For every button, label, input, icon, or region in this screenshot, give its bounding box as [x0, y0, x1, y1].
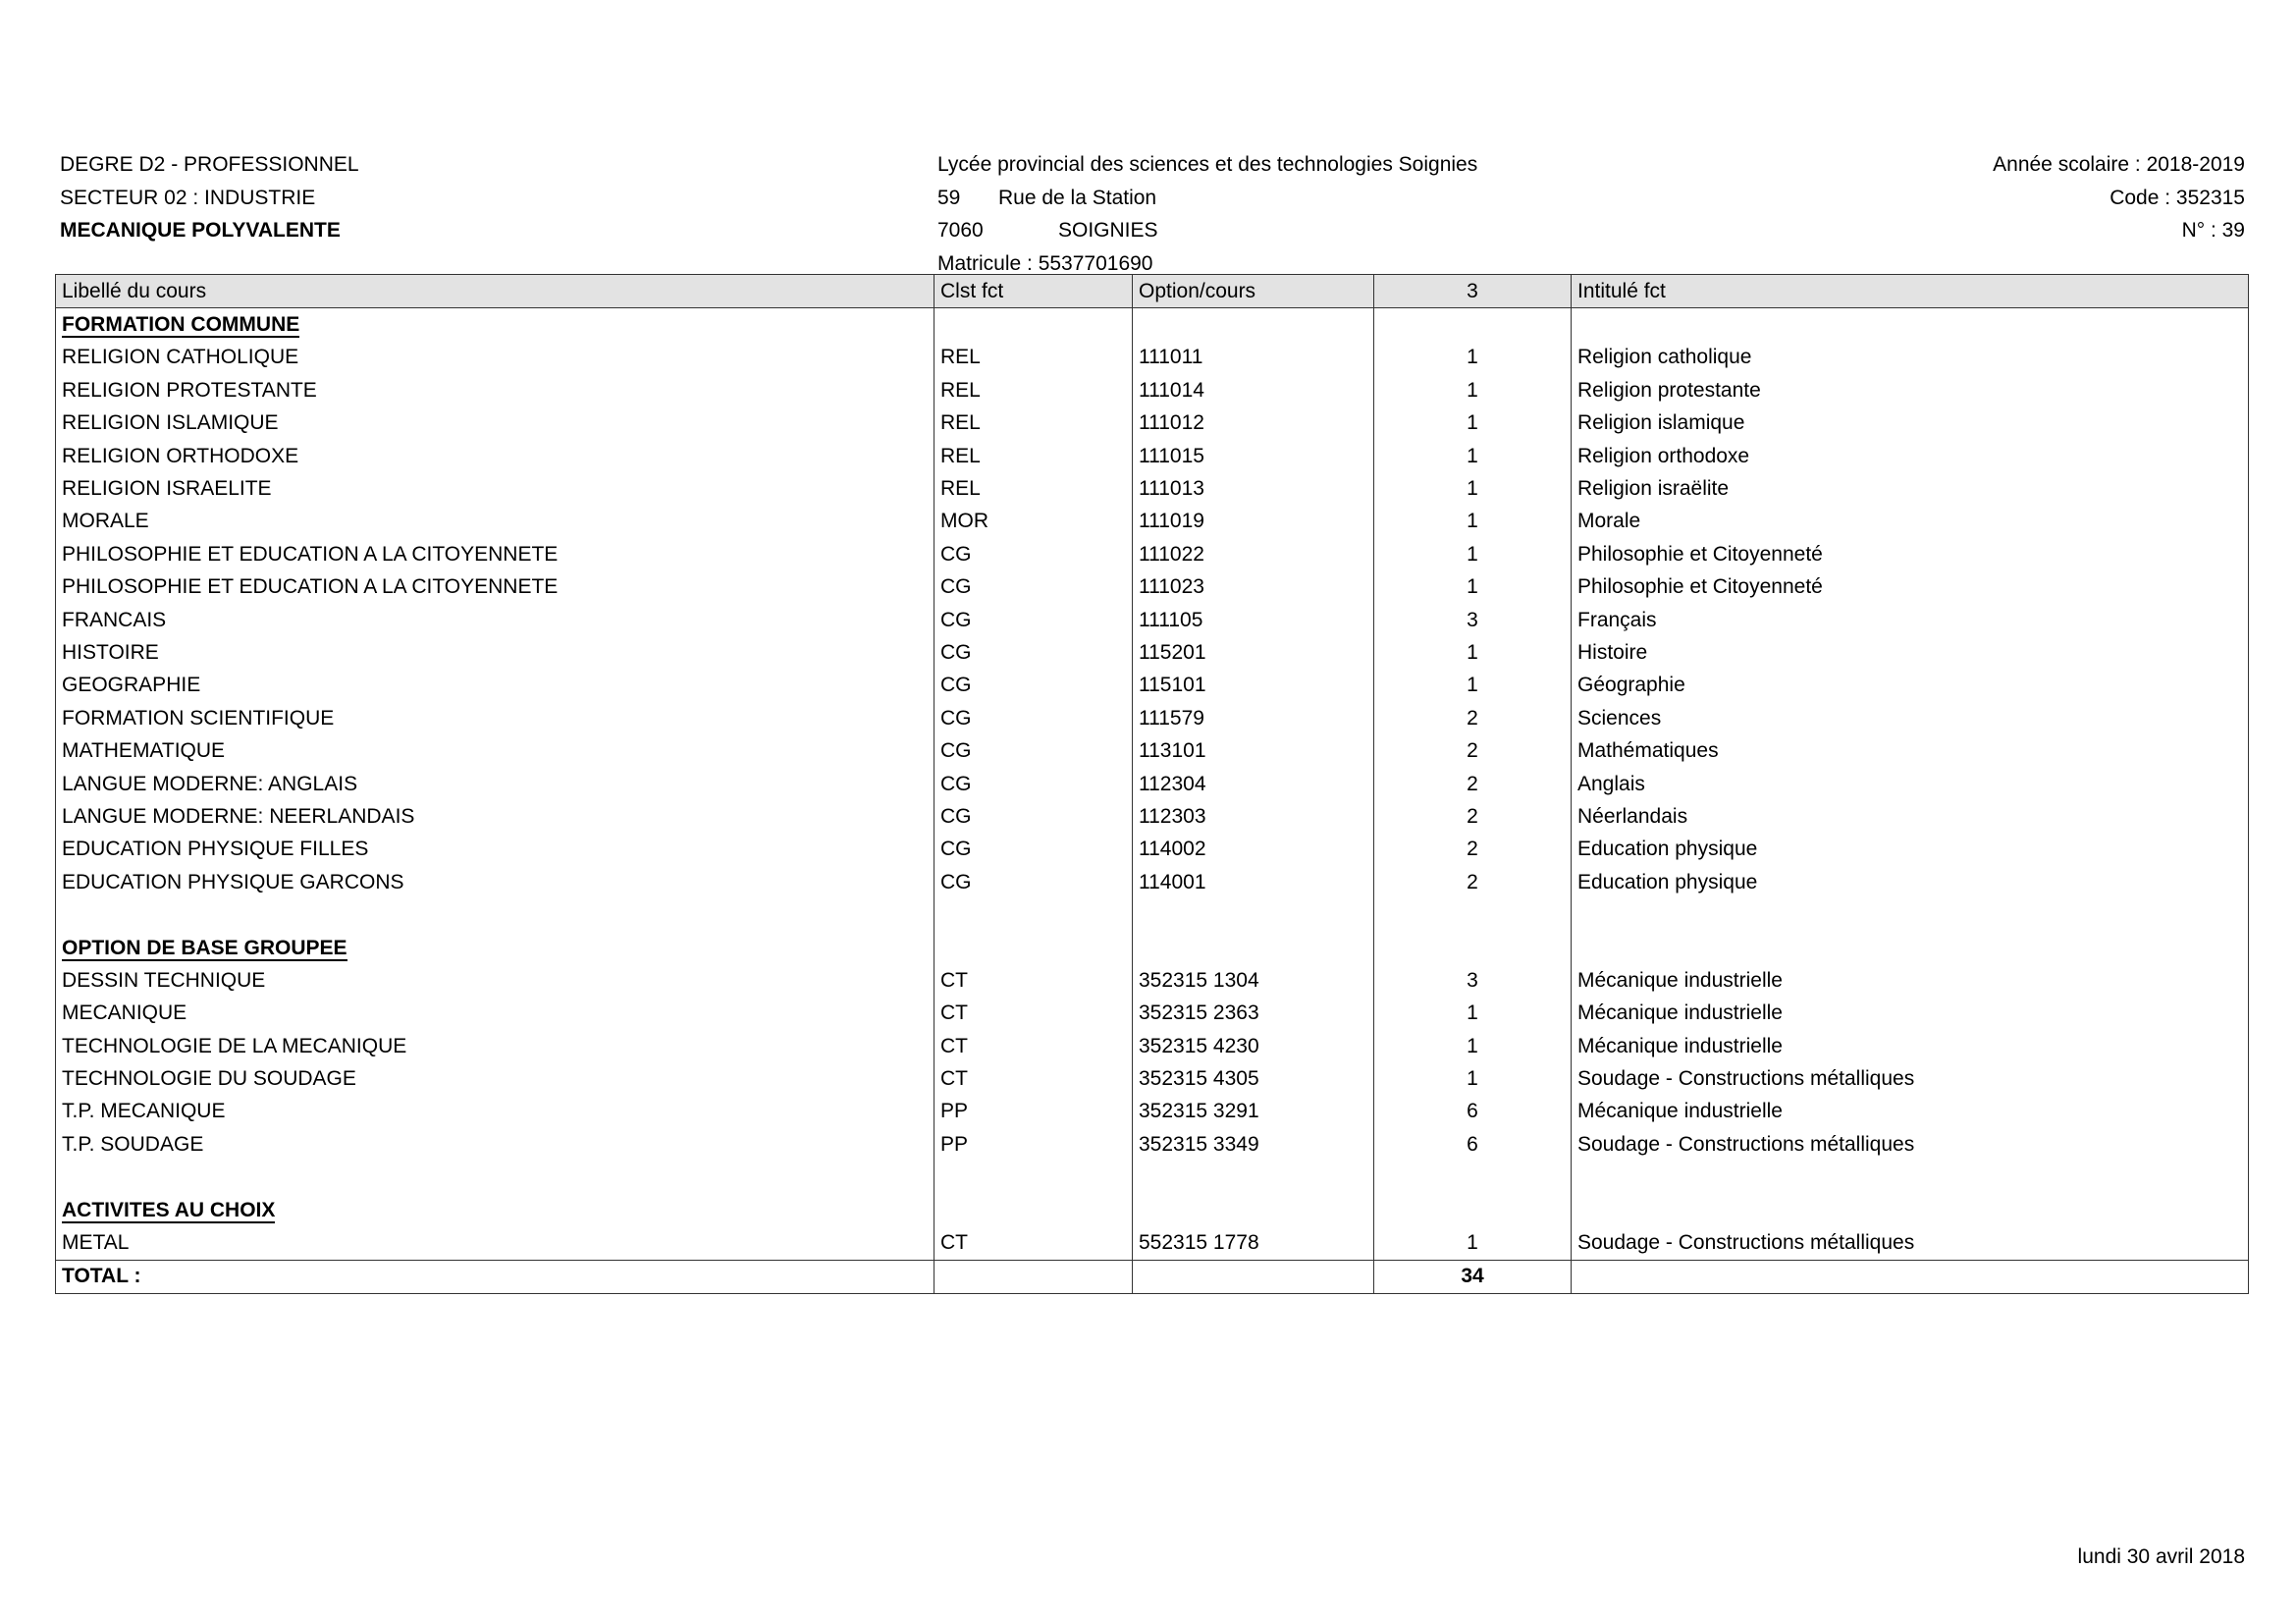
table-row	[56, 538, 2249, 570]
hours-cell: 6	[1374, 1128, 1572, 1161]
course-code-cell: 352315 2363	[1133, 998, 1374, 1030]
hours-cell: 1	[1374, 440, 1572, 472]
course-label-cell: TECHNOLOGIE DE LA MECANIQUE	[56, 1030, 934, 1062]
course-code-cell: 111012	[1133, 407, 1374, 440]
course-label-cell: FRANCAIS	[56, 604, 934, 636]
course-title-cell: Soudage - Constructions métalliques	[1572, 1128, 2249, 1161]
course-title-cell: Mathématiques	[1572, 734, 2249, 767]
course-title-cell: Mécanique industrielle	[1572, 1030, 2249, 1062]
total-empty-cell	[1572, 1260, 2249, 1293]
table-row	[56, 866, 2249, 898]
course-code-cell: 352315 4230	[1133, 1030, 1374, 1062]
empty-cell	[1133, 308, 1374, 342]
course-title-cell: Soudage - Constructions métalliques	[1572, 1226, 2249, 1260]
clst-cell: CT	[934, 964, 1133, 997]
course-code-cell: 111022	[1133, 538, 1374, 570]
section-heading-row	[56, 308, 2249, 342]
clst-cell: PP	[934, 1096, 1133, 1128]
course-label-cell: METAL	[56, 1226, 934, 1260]
course-code-cell: 111011	[1133, 342, 1374, 374]
course-title-cell: Sciences	[1572, 702, 2249, 734]
course-code-cell: 352315 3349	[1133, 1128, 1374, 1161]
hours-cell: 2	[1374, 866, 1572, 898]
course-title-cell: Religion catholique	[1572, 342, 2249, 374]
header-left	[60, 148, 359, 280]
course-title-cell: Religion islamique	[1572, 407, 2249, 440]
empty-cell	[934, 308, 1133, 342]
course-label-cell: T.P. MECANIQUE	[56, 1096, 934, 1128]
school-year: Année scolaire : 2018-2019	[1993, 153, 2245, 176]
course-label-cell: DESSIN TECHNIQUE	[56, 964, 934, 997]
course-code-cell: 114002	[1133, 834, 1374, 866]
course-title-cell: Géographie	[1572, 670, 2249, 702]
course-code-cell: 115101	[1133, 670, 1374, 702]
course-label-cell: PHILOSOPHIE ET EDUCATION A LA CITOYENNETE	[56, 571, 934, 604]
clst-cell: CT	[934, 1030, 1133, 1062]
program-title: MECANIQUE POLYVALENTE	[60, 219, 341, 242]
table-row	[56, 834, 2249, 866]
empty-cell	[1374, 308, 1572, 342]
empty-cell	[1374, 1194, 1572, 1226]
clst-cell: CG	[934, 702, 1133, 734]
clst-cell: CT	[934, 1226, 1133, 1260]
hours-cell: 1	[1374, 571, 1572, 604]
course-code-cell: 111023	[1133, 571, 1374, 604]
clst-cell: CG	[934, 800, 1133, 833]
clst-cell: REL	[934, 342, 1133, 374]
course-code-cell: 112304	[1133, 768, 1374, 800]
clst-cell: CT	[934, 998, 1133, 1030]
table-row	[56, 670, 2249, 702]
clst-cell: REL	[934, 440, 1133, 472]
course-label-cell: RELIGION ISRAELITE	[56, 472, 934, 505]
hours-cell: 2	[1374, 800, 1572, 833]
column-header-clst: Clst fct	[934, 275, 1133, 308]
clst-cell: CG	[934, 604, 1133, 636]
course-label-cell: PHILOSOPHIE ET EDUCATION A LA CITOYENNETE	[56, 538, 934, 570]
hours-cell: 3	[1374, 604, 1572, 636]
course-title-cell: Anglais	[1572, 768, 2249, 800]
hours-cell: 1	[1374, 506, 1572, 538]
hours-cell: 1	[1374, 538, 1572, 570]
table-row	[56, 702, 2249, 734]
section-heading-row	[56, 932, 2249, 964]
spacer-row	[56, 898, 2249, 931]
course-label-cell: EDUCATION PHYSIQUE GARCONS	[56, 866, 934, 898]
course-label-cell: T.P. SOUDAGE	[56, 1128, 934, 1161]
table-row	[56, 342, 2249, 374]
code-label: Code : 352315	[2109, 186, 2245, 209]
total-row	[56, 1260, 2249, 1293]
empty-cell	[1572, 1194, 2249, 1226]
section-heading-text: OPTION DE BASE GROUPEE	[62, 936, 347, 959]
empty-cell	[1133, 1194, 1374, 1226]
clst-cell: CG	[934, 670, 1133, 702]
clst-cell: CG	[934, 834, 1133, 866]
section-heading	[56, 1194, 934, 1226]
course-label-cell: LANGUE MODERNE: ANGLAIS	[56, 768, 934, 800]
course-label-cell: MECANIQUE	[56, 998, 934, 1030]
empty-cell	[1133, 932, 1374, 964]
clst-cell: CG	[934, 636, 1133, 669]
course-code-cell: 352315 4305	[1133, 1062, 1374, 1095]
clst-cell: CG	[934, 734, 1133, 767]
empty-cell	[56, 1162, 934, 1194]
total-hours: 34	[1374, 1260, 1572, 1293]
course-code-cell: 111013	[1133, 472, 1374, 505]
table-row	[56, 604, 2249, 636]
header-right	[1993, 148, 2245, 280]
sector-label: SECTEUR 02 : INDUSTRIE	[60, 186, 316, 209]
hours-cell: 1	[1374, 407, 1572, 440]
empty-cell	[1374, 1162, 1572, 1194]
city-name: SOIGNIES	[1058, 219, 1158, 242]
postal-code: 7060	[937, 219, 984, 242]
course-title-cell: Religion israëlite	[1572, 472, 2249, 505]
clst-cell: REL	[934, 472, 1133, 505]
table-row	[56, 636, 2249, 669]
clst-cell: CT	[934, 1062, 1133, 1095]
course-title-cell: Religion orthodoxe	[1572, 440, 2249, 472]
degree-label: DEGRE D2 - PROFESSIONNEL	[60, 153, 359, 176]
empty-cell	[1572, 898, 2249, 931]
course-label-cell: FORMATION SCIENTIFIQUE	[56, 702, 934, 734]
school-name: Lycée provincial des sciences et des technologies Soignies	[937, 153, 1478, 176]
table-row	[56, 1062, 2249, 1095]
empty-cell	[56, 898, 934, 931]
course-label-cell: RELIGION PROTESTANTE	[56, 374, 934, 406]
clst-cell: CG	[934, 768, 1133, 800]
course-title-cell: Français	[1572, 604, 2249, 636]
table-body	[56, 308, 2249, 1260]
table-row	[56, 506, 2249, 538]
course-code-cell: 115201	[1133, 636, 1374, 669]
course-title-cell: Néerlandais	[1572, 800, 2249, 833]
course-title-cell: Soudage - Constructions métalliques	[1572, 1062, 2249, 1095]
clst-cell: MOR	[934, 506, 1133, 538]
number-label: N° : 39	[2181, 219, 2245, 242]
course-title-cell: Mécanique industrielle	[1572, 964, 2249, 997]
hours-cell: 1	[1374, 636, 1572, 669]
clst-cell: PP	[934, 1128, 1133, 1161]
table-row	[56, 374, 2249, 406]
empty-cell	[934, 932, 1133, 964]
hours-cell: 3	[1374, 964, 1572, 997]
column-header-title: Intitulé fct	[1572, 275, 2249, 308]
section-heading	[56, 932, 934, 964]
hours-cell: 2	[1374, 702, 1572, 734]
course-code-cell: 113101	[1133, 734, 1374, 767]
school-address	[937, 182, 1477, 215]
total-empty-cell	[1133, 1260, 1374, 1293]
course-code-cell: 111019	[1133, 506, 1374, 538]
course-label-cell: GEOGRAPHIE	[56, 670, 934, 702]
course-title-cell: Morale	[1572, 506, 2249, 538]
column-header-code: Option/cours	[1133, 275, 1374, 308]
empty-cell	[934, 898, 1133, 931]
course-title-cell: Philosophie et Citoyenneté	[1572, 571, 2249, 604]
footer-date: lundi 30 avril 2018	[2077, 1545, 2245, 1568]
course-title-cell: Mécanique industrielle	[1572, 998, 2249, 1030]
empty-cell	[1572, 932, 2249, 964]
hours-cell: 1	[1374, 374, 1572, 406]
table-row	[56, 407, 2249, 440]
hours-cell: 1	[1374, 670, 1572, 702]
course-code-cell: 352315 1304	[1133, 964, 1374, 997]
hours-cell: 1	[1374, 342, 1572, 374]
street-name: Rue de la Station	[998, 186, 1157, 209]
course-label-cell: RELIGION CATHOLIQUE	[56, 342, 934, 374]
course-title-cell: Mécanique industrielle	[1572, 1096, 2249, 1128]
section-heading-text: ACTIVITES AU CHOIX	[62, 1198, 276, 1221]
table-row	[56, 734, 2249, 767]
empty-cell	[1133, 1162, 1374, 1194]
empty-cell	[1133, 898, 1374, 931]
section-heading	[56, 308, 934, 342]
table-row	[56, 800, 2249, 833]
hours-cell: 1	[1374, 1226, 1572, 1260]
table-row	[56, 571, 2249, 604]
section-heading-row	[56, 1194, 2249, 1226]
course-label-cell: RELIGION ISLAMIQUE	[56, 407, 934, 440]
empty-cell	[934, 1162, 1133, 1194]
empty-cell	[1572, 1162, 2249, 1194]
hours-cell: 6	[1374, 1096, 1572, 1128]
course-code-cell: 552315 1778	[1133, 1226, 1374, 1260]
empty-cell	[1572, 308, 2249, 342]
clst-cell: REL	[934, 374, 1133, 406]
total-label: TOTAL :	[56, 1260, 934, 1293]
table-row	[56, 1030, 2249, 1062]
table-row	[56, 998, 2249, 1030]
course-label-cell: LANGUE MODERNE: NEERLANDAIS	[56, 800, 934, 833]
clst-cell: REL	[934, 407, 1133, 440]
school-city	[937, 214, 1477, 247]
course-title-cell: Education physique	[1572, 866, 2249, 898]
course-label-cell: MORALE	[56, 506, 934, 538]
table-row	[56, 964, 2249, 997]
hours-cell: 1	[1374, 472, 1572, 505]
course-label-cell: EDUCATION PHYSIQUE FILLES	[56, 834, 934, 866]
course-title-cell: Philosophie et Citoyenneté	[1572, 538, 2249, 570]
course-title-cell: Education physique	[1572, 834, 2249, 866]
header-school	[937, 148, 1477, 280]
course-code-cell: 111014	[1133, 374, 1374, 406]
course-code-cell: 111015	[1133, 440, 1374, 472]
section-heading-text: FORMATION COMMUNE	[62, 313, 300, 337]
course-table	[55, 274, 2249, 1294]
course-label-cell: RELIGION ORTHODOXE	[56, 440, 934, 472]
course-label-cell: TECHNOLOGIE DU SOUDAGE	[56, 1062, 934, 1095]
total-empty-cell	[934, 1260, 1133, 1293]
course-code-cell: 114001	[1133, 866, 1374, 898]
hours-cell: 1	[1374, 1062, 1572, 1095]
hours-cell: 2	[1374, 734, 1572, 767]
course-label-cell: MATHEMATIQUE	[56, 734, 934, 767]
empty-cell	[1374, 898, 1572, 931]
course-code-cell: 352315 3291	[1133, 1096, 1374, 1128]
hours-cell: 1	[1374, 998, 1572, 1030]
course-title-cell: Religion protestante	[1572, 374, 2249, 406]
table-row	[56, 1226, 2249, 1260]
table-row	[56, 1096, 2249, 1128]
empty-cell	[1374, 932, 1572, 964]
table-row	[56, 472, 2249, 505]
column-header-hours: 3	[1374, 275, 1572, 308]
hours-cell: 2	[1374, 768, 1572, 800]
table-row	[56, 1128, 2249, 1161]
clst-cell: CG	[934, 538, 1133, 570]
table-row	[56, 768, 2249, 800]
spacer-row	[56, 1162, 2249, 1194]
column-header-label: Libellé du cours	[56, 275, 934, 308]
course-code-cell: 111105	[1133, 604, 1374, 636]
street-number: 59	[937, 186, 961, 209]
clst-cell: CG	[934, 866, 1133, 898]
table-header-row	[56, 275, 2249, 308]
hours-cell: 1	[1374, 1030, 1572, 1062]
course-title-cell: Histoire	[1572, 636, 2249, 669]
course-label-cell: HISTOIRE	[56, 636, 934, 669]
empty-cell	[934, 1194, 1133, 1226]
course-code-cell: 111579	[1133, 702, 1374, 734]
table-row	[56, 440, 2249, 472]
hours-cell: 2	[1374, 834, 1572, 866]
clst-cell: CG	[934, 571, 1133, 604]
matricule: Matricule : 5537701690	[937, 251, 1153, 275]
course-code-cell: 112303	[1133, 800, 1374, 833]
